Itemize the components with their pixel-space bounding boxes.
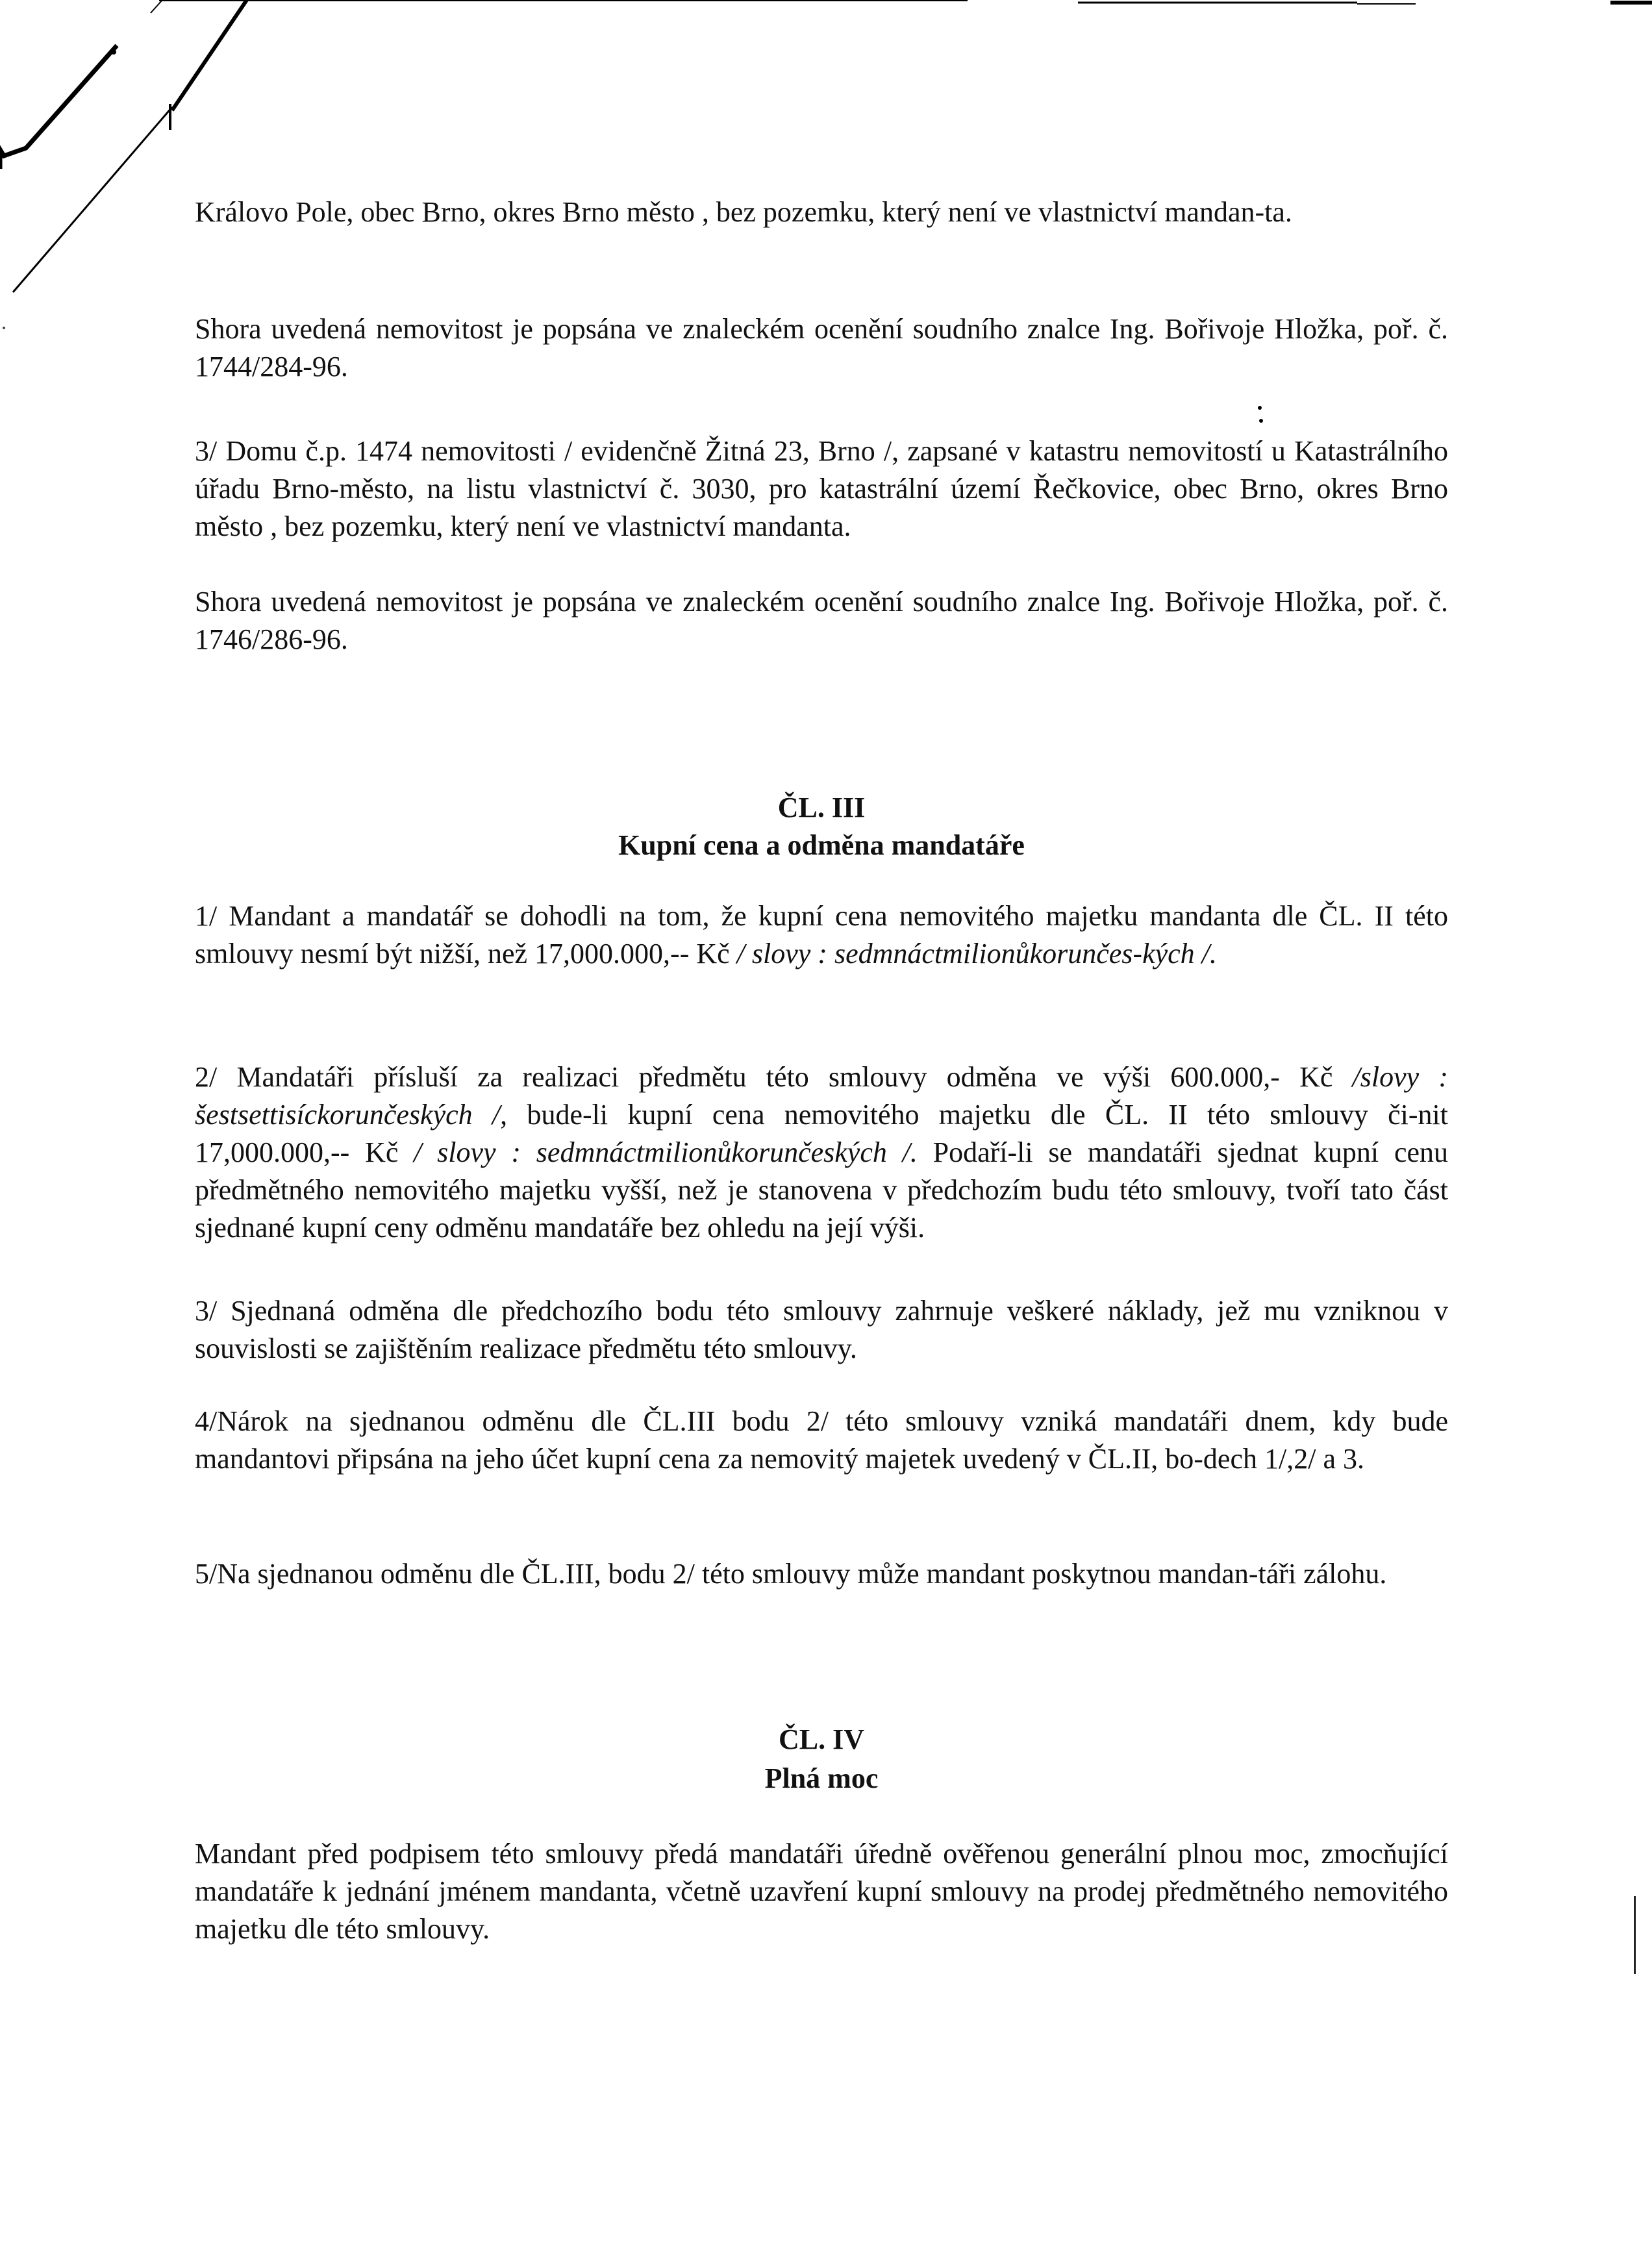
- article-point: [195, 897, 1448, 973]
- paragraph: Shora uvedená nemovitost je popsána ve znaleckém ocenění soudního znalce Ing. Bořivoje Hložka, poř. č. 1744/284-96.: [195, 313, 1448, 382]
- point-text: Podaří-li se mandatáři sjednat kupní cenu předmětného nemovitého majetku vyšší, než je stanovena v předchozím budu této smlouvy, tvoří tato část sjednané kupní ceny odměnu mandatáře bez ohledu na její výši.: [195, 1136, 1448, 1244]
- paragraph: 3/ Domu č.p. 1474 nemovitosti / evidenčně Žitná 23, Brno /, zapsané v katastru nemovitostí u Katastrálního úřadu Brno-město, na listu vlastnictví č. 3030, pro katastrální území Řečkovice, obec Brno, okres Brno město , bez pozemku, který není ve vlastnictví mandanta.: [195, 435, 1448, 542]
- article-point: 5/Na sjednanou odměnu dle ČL.III, bodu 2/ této smlouvy může mandant poskytnou mandan-táři zálohu.: [195, 1558, 1387, 1590]
- amount-in-words: / slovy : sedmnáctmilionůkorunčeských /.: [414, 1136, 918, 1168]
- scan-edge-mark: [1634, 1896, 1636, 1974]
- article-point: [195, 1058, 1448, 1247]
- article-point: 3/ Sjednaná odměna dle předchozího bodu této smlouvy zahrnuje veškeré náklady, jež mu vzniknou v souvislosti se zajištěním realizace předmětu této smlouvy.: [195, 1295, 1448, 1364]
- paragraph: Mandant před podpisem této smlouvy předá mandatáři úředně ověřenou generální plnou moc, zmocňující mandatáře k jednání jménem mandanta, včetně uzavření kupní smlouvy na prodej předmětného nemovitého majetku dle této smlouvy.: [195, 1838, 1448, 1945]
- point-text: 2/ Mandatáři přísluší za realizaci předmětu této smlouvy odměna ve výši 600.000,- Kč: [195, 1061, 1353, 1093]
- paragraph: Královo Pole, obec Brno, okres Brno město , bez pozemku, který není ve vlastnictví mandan-ta.: [195, 196, 1292, 228]
- article-point: 4/Nárok na sjednanou odměnu dle ČL.III bodu 2/ této smlouvy vzniká mandatáři dnem, kdy bude mandantovi připsána na jeho účet kupní cena za nemovitý majetek uvedený v ČL.II, bo-dech 1/,2/ a 3.: [195, 1405, 1448, 1475]
- article-number: ČL. IV: [778, 1723, 865, 1755]
- amount-in-words: /slovy : šestsettisíckorunčeských /: [195, 1061, 1448, 1131]
- article-number: ČL. III: [777, 792, 866, 823]
- article-title: Kupní cena a odměna mandatáře: [618, 829, 1025, 861]
- amount-in-words: / slovy : sedmnáctmilionůkorunčes-kých /.: [736, 938, 1217, 970]
- paragraph: Shora uvedená nemovitost je popsána ve znaleckém ocenění soudního znalce Ing. Bořivoje Hložka, poř. č. 1746/286-96.: [195, 586, 1448, 655]
- point-text: 1/ Mandant a mandatář se dohodli na tom, že kupní cena nemovitého majetku mandanta dle ČL. II této smlouvy nesmí být nižší, než 17,000.000,-- Kč: [195, 900, 1448, 970]
- point-text: , bude-li kupní cena nemovitého majetku dle ČL. II této smlouvy či-nit 17,000.000,-- Kč: [195, 1099, 1448, 1168]
- article-title: Plná moc: [764, 1762, 879, 1794]
